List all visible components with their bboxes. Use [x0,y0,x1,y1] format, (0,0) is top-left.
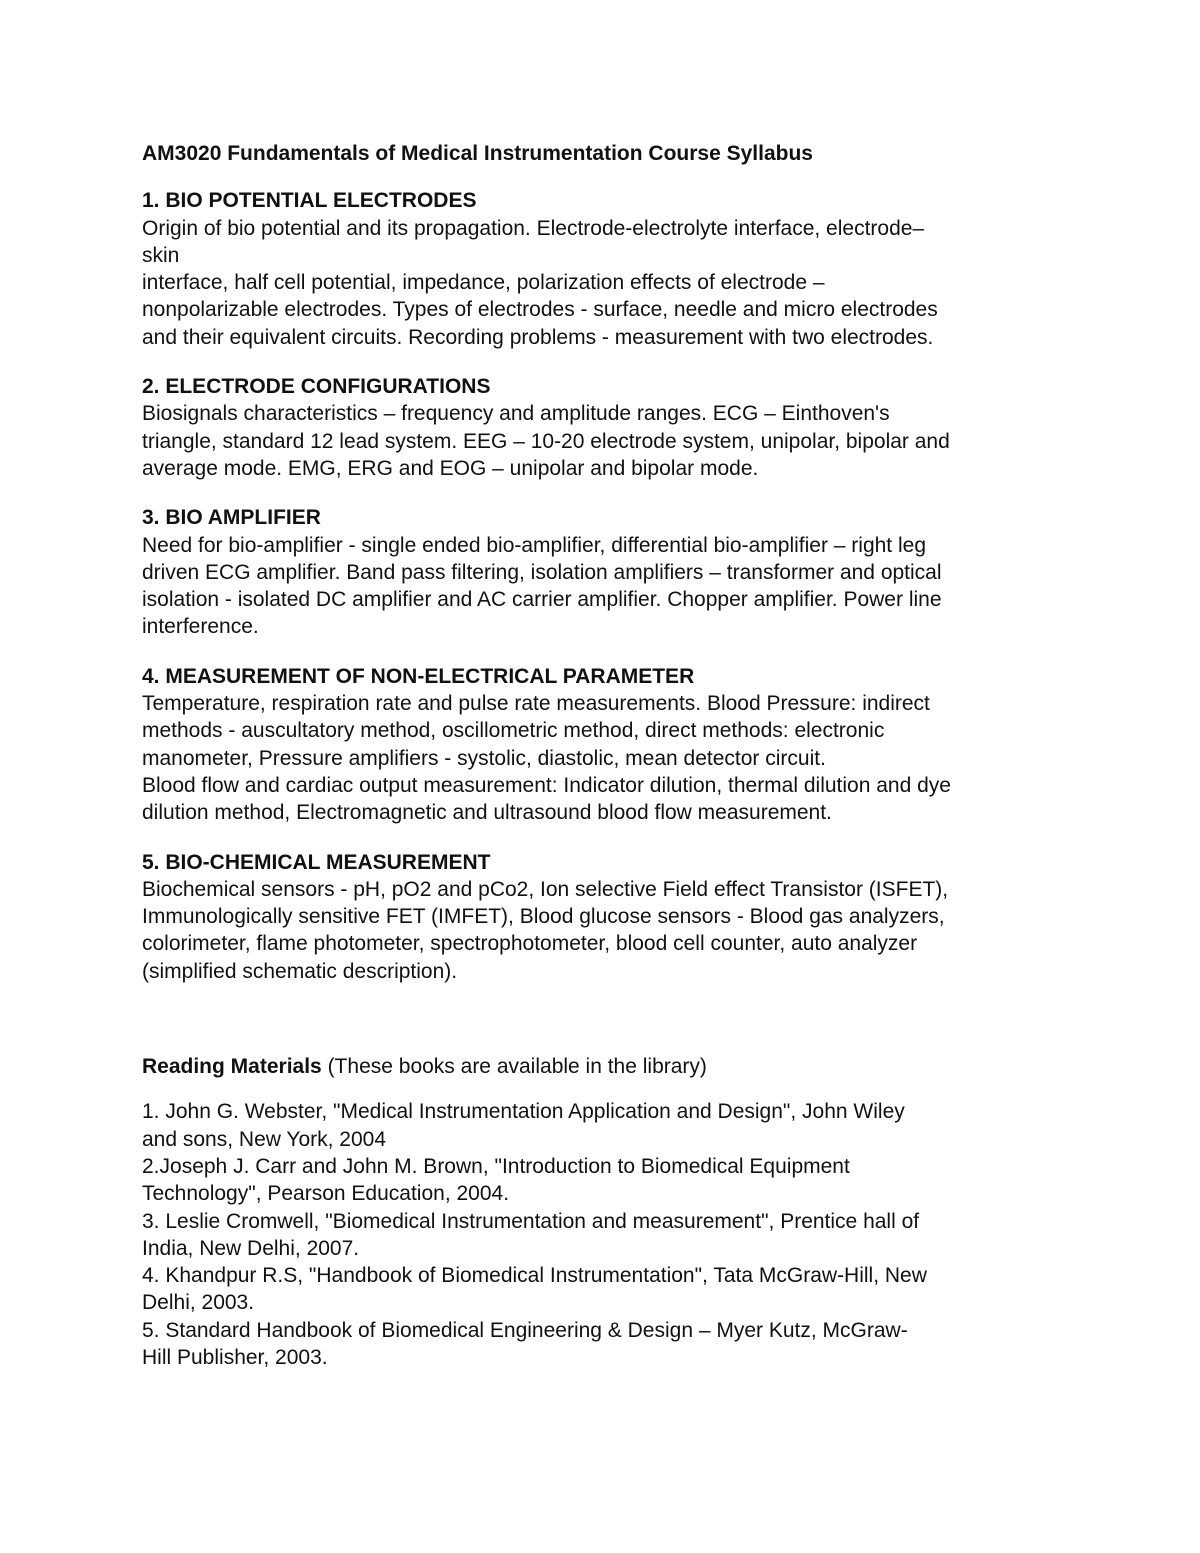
reading-materials-heading [142,1053,1062,1080]
document-title: AM3020 Fundamentals of Medical Instrumentation Course Syllabus [142,142,813,165]
section-paragraph: Temperature, respiration rate and pulse rate measurements. Blood Pressure: indirect methods - auscultatory method, oscillometric method, direct methods: electronic manometer, Pressure amplifiers - systolic, diastolic, mean detector circuit. [142,692,930,770]
section-heading: 4. MEASUREMENT OF NON-ELECTRICAL PARAMETER [142,664,695,688]
reference-item: 2.Joseph J. Carr and John M. Brown, "Introduction to Biomedical Equipment Technology", Pearson Education, 2004. [142,1154,850,1206]
reference-item: 5. Standard Handbook of Biomedical Engineering & Design – Myer Kutz, McGraw- Hill Publisher, 2003. [142,1318,908,1369]
section-bio-amplifier [142,504,1062,640]
section-bio-potential-electrodes [142,187,1062,351]
section-paragraph: Need for bio-amplifier - single ended bio-amplifier, differential bio-amplifier – right leg driven ECG amplifier. Band pass filtering, isolation amplifiers – transformer and optical isolation - isolated DC amplifier and AC carrier amplifier. Chopper amplifier. Power line interference. [142,533,942,639]
section-paragraph: Blood flow and cardiac output measurement: Indicator dilution, thermal dilution and dye dilution method, Electromagnetic and ultrasound blood flow measurement. [142,773,951,825]
section-heading: 2. ELECTRODE CONFIGURATIONS [142,375,491,399]
reference-item: 1. John G. Webster, "Medical Instrumentation Application and Design", John Wiley and sons, New York, 2004 [142,1100,905,1151]
reference-item: 4. Khandpur R.S, "Handbook of Biomedical Instrumentation", Tata McGraw-Hill, New Delhi, 2003. [142,1264,927,1315]
reading-materials-label: Reading Materials [142,1055,322,1079]
section-paragraph: Origin of bio potential and its propagation. Electrode-electrolyte interface, electrode– skin [142,216,925,267]
spacer [142,1007,1062,1053]
section-heading: 1. BIO POTENTIAL ELECTRODES [142,189,477,213]
section-heading: 3. BIO AMPLIFIER [142,506,321,530]
section-electrode-configurations [142,373,1062,482]
section-bio-chemical-measurement [142,849,1062,985]
reference-list [142,1098,1062,1371]
section-paragraph: interface, half cell potential, impedance, polarization effects of electrode – nonpolarizable electrodes. Types of electrodes - surface, needle and micro electrodes and their equivalent circuits. Recording problems - measurement with two electrodes. [142,271,938,349]
section-heading: 5. BIO-CHEMICAL MEASUREMENT [142,850,491,874]
section-paragraph: Biosignals characteristics – frequency and amplitude ranges. ECG – Einthoven's triangle, standard 12 lead system. EEG – 10-20 electrode system, unipolar, bipolar and average mode. EMG, ERG and EOG – unipolar and bipolar mode. [142,402,950,480]
section-non-electrical-measurement [142,663,1062,827]
syllabus-page [142,140,1062,1371]
reference-item: 3. Leslie Cromwell, "Biomedical Instrumentation and measurement", Prentice hall of India, New Delhi, 2007. [142,1209,920,1260]
section-paragraph: Biochemical sensors - pH, pO2 and pCo2, Ion selective Field effect Transistor (ISFET), Immunologically sensitive FET (IMFET), Blood glucose sensors - Blood gas analyzers, colorimeter, flame photometer, spectrophotometer, blood cell counter, auto analyzer (simplified schematic description). [142,877,949,983]
reading-materials-note: (These books are available in the library) [321,1055,707,1079]
